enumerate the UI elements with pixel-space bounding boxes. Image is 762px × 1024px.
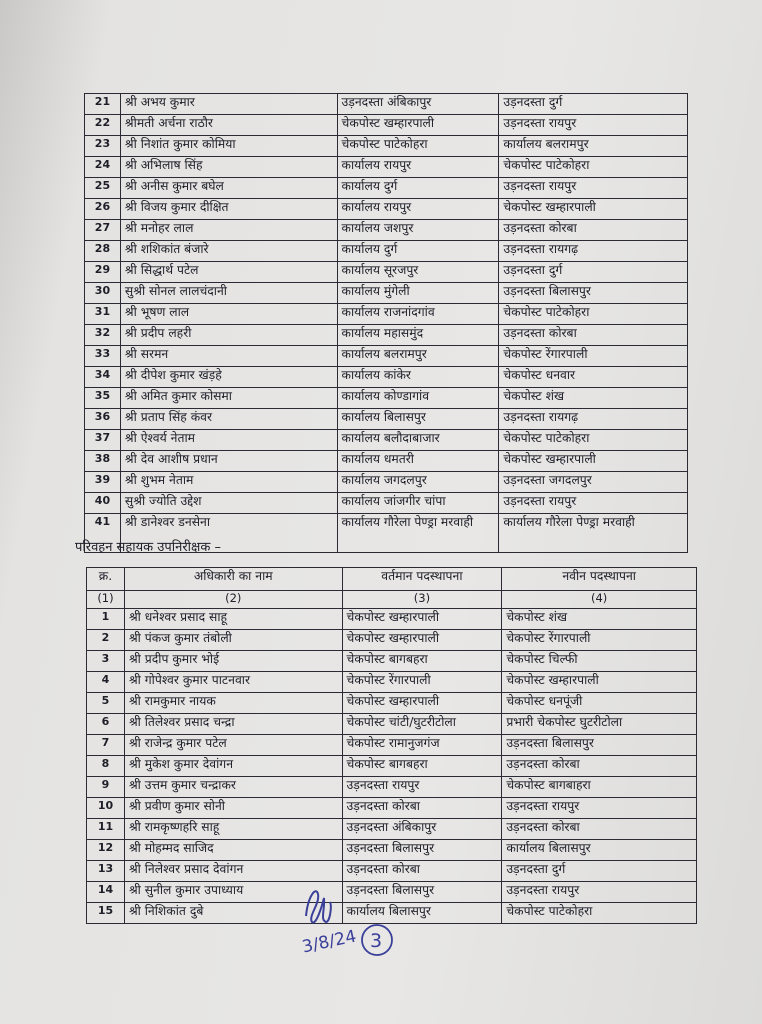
current-posting-cell: चेकपोस्ट बागबहरा xyxy=(342,756,502,777)
new-posting-cell: चेकपोस्ट बागबाहरा xyxy=(502,777,697,798)
new-posting-cell: उड़नदस्ता रायपुर xyxy=(499,493,688,514)
signature-date: 3/8/24 xyxy=(300,926,359,958)
current-posting-cell: चेकपोस्ट पाटेकोहरा xyxy=(337,136,499,157)
new-posting-cell: चेकपोस्ट पाटेकोहरा xyxy=(499,430,688,451)
current-posting-cell: कार्यालय रायपुर xyxy=(337,157,499,178)
serial-cell: 3 xyxy=(87,651,125,672)
table-row xyxy=(85,136,688,157)
officer-name-cell: श्री प्रताप सिंह कंवर xyxy=(120,409,337,430)
serial-cell: 4 xyxy=(87,672,125,693)
table-row xyxy=(85,304,688,325)
table-row xyxy=(85,493,688,514)
serial-cell: 21 xyxy=(85,94,121,115)
table-row xyxy=(85,220,688,241)
new-posting-cell: उड़नदस्ता बिलासपुर xyxy=(502,735,697,756)
signature-stamp xyxy=(294,876,398,962)
table-row xyxy=(85,157,688,178)
officer-name-cell: श्री अभिलाष सिंह xyxy=(120,157,337,178)
transfer-table-2 xyxy=(86,567,697,924)
current-posting-cell: कार्यालय कांकेर xyxy=(337,367,499,388)
current-posting-cell: कार्यालय राजनांदगांव xyxy=(337,304,499,325)
serial-cell: 14 xyxy=(87,882,125,903)
table-row xyxy=(87,819,697,840)
officer-name-cell: श्री मोहम्मद साजिद xyxy=(124,840,342,861)
serial-cell: 39 xyxy=(85,472,121,493)
current-posting-cell: उड़नदस्ता बिलासपुर xyxy=(342,882,502,903)
current-posting-cell: कार्यालय दुर्ग xyxy=(337,178,499,199)
col-index-2: (2) xyxy=(124,591,342,609)
new-posting-cell: उड़नदस्ता कोरबा xyxy=(502,756,697,777)
table-row xyxy=(87,735,697,756)
officer-name-cell: श्री अभय कुमार xyxy=(120,94,337,115)
new-posting-cell: चेकपोस्ट पाटेकोहरा xyxy=(499,157,688,178)
serial-cell: 7 xyxy=(87,735,125,756)
serial-cell: 9 xyxy=(87,777,125,798)
current-posting-cell: कार्यालय रायपुर xyxy=(337,199,499,220)
officer-name-cell: श्री मनोहर लाल xyxy=(120,220,337,241)
new-posting-cell: उड़नदस्ता रायपुर xyxy=(499,178,688,199)
table-row xyxy=(85,115,688,136)
current-posting-cell: कार्यालय सूरजपुर xyxy=(337,262,499,283)
officer-name-cell: श्री विजय कुमार दीक्षित xyxy=(120,199,337,220)
page-number: 3 xyxy=(370,930,383,952)
current-posting-cell: चेकपोस्ट रामानुजगंज xyxy=(342,735,502,756)
new-posting-cell: कार्यालय गौरेला पेण्ड्रा मरवाही xyxy=(499,514,688,553)
current-posting-cell: कार्यालय महासमुंद xyxy=(337,325,499,346)
officer-name-cell: सुश्री सोनल लालचंदानी xyxy=(120,283,337,304)
current-posting-cell: कार्यालय बिलासपुर xyxy=(342,903,502,924)
col-index-3: (3) xyxy=(342,591,502,609)
table-row xyxy=(85,346,688,367)
table-row xyxy=(85,409,688,430)
table-row xyxy=(85,472,688,493)
transfer-table-1 xyxy=(84,93,688,553)
serial-cell: 6 xyxy=(87,714,125,735)
new-posting-cell: उड़नदस्ता बिलासपुर xyxy=(499,283,688,304)
serial-cell: 25 xyxy=(85,178,121,199)
table-row xyxy=(85,451,688,472)
table-2-index-row xyxy=(87,591,697,609)
new-posting-cell: चेकपोस्ट शंख xyxy=(499,388,688,409)
current-posting-cell: चेकपोस्ट बागबहरा xyxy=(342,651,502,672)
current-posting-cell: कार्यालय जगदलपुर xyxy=(337,472,499,493)
header-new-posting: नवीन पदस्थापना xyxy=(502,568,697,591)
current-posting-cell: कार्यालय जांजगीर चांपा xyxy=(337,493,499,514)
serial-cell: 34 xyxy=(85,367,121,388)
officer-name-cell: श्री रामकुमार नायक xyxy=(124,693,342,714)
table-row xyxy=(85,199,688,220)
officer-name-cell: श्री निशिकांत दुबे xyxy=(124,903,342,924)
officer-name-cell: श्री राजेन्द्र कुमार पटेल xyxy=(124,735,342,756)
officer-name-cell: श्री पंकज कुमार तंबोली xyxy=(124,630,342,651)
col-index-4: (4) xyxy=(502,591,697,609)
officer-name-cell: श्री रामकृष्णहरि साहू xyxy=(124,819,342,840)
table-row xyxy=(85,94,688,115)
serial-cell: 13 xyxy=(87,861,125,882)
officer-name-cell: श्री प्रदीप कुमार भोई xyxy=(124,651,342,672)
serial-cell: 23 xyxy=(85,136,121,157)
officer-name-cell: श्री दीपेश कुमार खंड़हे xyxy=(120,367,337,388)
table-row xyxy=(87,609,697,630)
new-posting-cell: उड़नदस्ता रायपुर xyxy=(502,798,697,819)
new-posting-cell: चेकपोस्ट रेंगारपाली xyxy=(502,630,697,651)
current-posting-cell: चेकपोस्ट खम्हारपाली xyxy=(337,115,499,136)
serial-cell: 2 xyxy=(87,630,125,651)
serial-cell: 26 xyxy=(85,199,121,220)
serial-cell: 32 xyxy=(85,325,121,346)
new-posting-cell: प्रभारी चेकपोस्ट घुटरीटोला xyxy=(502,714,697,735)
new-posting-cell: चेकपोस्ट धनपूंजी xyxy=(502,693,697,714)
section-heading: परिवहन सहायक उपनिरीक्षक – xyxy=(75,540,221,555)
officer-name-cell: श्री डानेश्वर डनसेना xyxy=(120,514,337,553)
new-posting-cell: चेकपोस्ट रेंगारपाली xyxy=(499,346,688,367)
table-1-body xyxy=(85,94,688,553)
new-posting-cell: उड़नदस्ता रायगढ़ xyxy=(499,241,688,262)
serial-cell: 41 xyxy=(85,514,121,553)
new-posting-cell: चेकपोस्ट पाटेकोहरा xyxy=(499,304,688,325)
officer-name-cell: श्री देव आशीष प्रधान xyxy=(120,451,337,472)
table-row xyxy=(87,651,697,672)
table-row xyxy=(85,178,688,199)
table-2-header-row xyxy=(87,568,697,591)
officer-name-cell: श्री सुनील कुमार उपाध्याय xyxy=(124,882,342,903)
current-posting-cell: उड़नदस्ता अंबिकापुर xyxy=(342,819,502,840)
table-row xyxy=(87,840,697,861)
current-posting-cell: चेकपोस्ट रेंगारपाली xyxy=(342,672,502,693)
officer-name-cell: श्री निलेश्वर प्रसाद देवांगन xyxy=(124,861,342,882)
serial-cell: 12 xyxy=(87,840,125,861)
new-posting-cell: चेकपोस्ट खम्हारपाली xyxy=(499,199,688,220)
new-posting-cell: उड़नदस्ता कोरबा xyxy=(499,220,688,241)
serial-cell: 1 xyxy=(87,609,125,630)
serial-cell: 30 xyxy=(85,283,121,304)
new-posting-cell: उड़नदस्ता रायगढ़ xyxy=(499,409,688,430)
new-posting-cell: उड़नदस्ता दुर्ग xyxy=(499,262,688,283)
officer-name-cell: श्री धनेश्वर प्रसाद साहू xyxy=(124,609,342,630)
current-posting-cell: उड़नदस्ता कोरबा xyxy=(342,861,502,882)
serial-cell: 5 xyxy=(87,693,125,714)
current-posting-cell: कार्यालय बलरामपुर xyxy=(337,346,499,367)
table-row xyxy=(87,777,697,798)
officer-name-cell: श्री तिलेश्वर प्रसाद चन्द्रा xyxy=(124,714,342,735)
current-posting-cell: कार्यालय बलौदाबाजार xyxy=(337,430,499,451)
new-posting-cell: उड़नदस्ता रायपुर xyxy=(502,882,697,903)
table-row xyxy=(87,693,697,714)
current-posting-cell: कार्यालय दुर्ग xyxy=(337,241,499,262)
officer-name-cell: श्री निशांत कुमार कोमिया xyxy=(120,136,337,157)
officer-name-cell: श्री गोपेश्वर कुमार पाटनवार xyxy=(124,672,342,693)
current-posting-cell: कार्यालय जशपुर xyxy=(337,220,499,241)
officer-name-cell: श्री अमित कुमार कोसमा xyxy=(120,388,337,409)
officer-name-cell: श्री शशिकांत बंजारे xyxy=(120,241,337,262)
serial-cell: 8 xyxy=(87,756,125,777)
serial-cell: 28 xyxy=(85,241,121,262)
new-posting-cell: चेकपोस्ट धनवार xyxy=(499,367,688,388)
current-posting-cell: कार्यालय बिलासपुर xyxy=(337,409,499,430)
current-posting-cell: उड़नदस्ता बिलासपुर xyxy=(342,840,502,861)
new-posting-cell: उड़नदस्ता दुर्ग xyxy=(502,861,697,882)
table-row xyxy=(85,283,688,304)
header-current-posting: वर्तमान पदस्थापना xyxy=(342,568,502,591)
current-posting-cell: कार्यालय धमतरी xyxy=(337,451,499,472)
serial-cell: 29 xyxy=(85,262,121,283)
serial-cell: 24 xyxy=(85,157,121,178)
table-row xyxy=(85,241,688,262)
current-posting-cell: चेकपोस्ट खम्हारपाली xyxy=(342,630,502,651)
table-row xyxy=(87,714,697,735)
table-row xyxy=(87,798,697,819)
serial-cell: 33 xyxy=(85,346,121,367)
new-posting-cell: चेकपोस्ट खम्हारपाली xyxy=(502,672,697,693)
new-posting-cell: उड़नदस्ता दुर्ग xyxy=(499,94,688,115)
current-posting-cell: कार्यालय गौरेला पेण्ड्रा मरवाही xyxy=(337,514,499,553)
officer-name-cell: श्री अनीस कुमार बघेल xyxy=(120,178,337,199)
header-serial: क्र. xyxy=(87,568,125,591)
current-posting-cell: चेकपोस्ट खम्हारपाली xyxy=(342,693,502,714)
officer-name-cell: श्री प्रदीप लहरी xyxy=(120,325,337,346)
serial-cell: 15 xyxy=(87,903,125,924)
serial-cell: 11 xyxy=(87,819,125,840)
current-posting-cell: चेकपोस्ट चांटी/घुटरीटोला xyxy=(342,714,502,735)
current-posting-cell: चेकपोस्ट खम्हारपाली xyxy=(342,609,502,630)
serial-cell: 40 xyxy=(85,493,121,514)
officer-name-cell: श्री सरमन xyxy=(120,346,337,367)
table-row xyxy=(87,756,697,777)
new-posting-cell: चेकपोस्ट शंख xyxy=(502,609,697,630)
officer-name-cell: श्री ऐश्वर्य नेताम xyxy=(120,430,337,451)
new-posting-cell: चेकपोस्ट खम्हारपाली xyxy=(499,451,688,472)
serial-cell: 10 xyxy=(87,798,125,819)
officer-name-cell: श्रीमती अर्चना राठौर xyxy=(120,115,337,136)
serial-cell: 22 xyxy=(85,115,121,136)
current-posting-cell: उड़नदस्ता कोरबा xyxy=(342,798,502,819)
new-posting-cell: उड़नदस्ता कोरबा xyxy=(499,325,688,346)
serial-cell: 36 xyxy=(85,409,121,430)
header-officer-name: अधिकारी का नाम xyxy=(124,568,342,591)
officer-name-cell: श्री उत्तम कुमार चन्द्राकर xyxy=(124,777,342,798)
officer-name-cell: श्री प्रवीण कुमार सोनी xyxy=(124,798,342,819)
current-posting-cell: उड़नदस्ता अंबिकापुर xyxy=(337,94,499,115)
new-posting-cell: उड़नदस्ता जगदलपुर xyxy=(499,472,688,493)
table-row xyxy=(85,430,688,451)
table-row xyxy=(85,388,688,409)
col-index-1: (1) xyxy=(87,591,125,609)
new-posting-cell: कार्यालय बिलासपुर xyxy=(502,840,697,861)
serial-cell: 31 xyxy=(85,304,121,325)
table-row xyxy=(85,367,688,388)
table-row xyxy=(85,325,688,346)
new-posting-cell: उड़नदस्ता कोरबा xyxy=(502,819,697,840)
signature-scrawl xyxy=(306,891,331,922)
serial-cell: 35 xyxy=(85,388,121,409)
current-posting-cell: कार्यालय मुंगेली xyxy=(337,283,499,304)
serial-cell: 27 xyxy=(85,220,121,241)
table-row xyxy=(87,630,697,651)
new-posting-cell: चेकपोस्ट पाटेकोहरा xyxy=(502,903,697,924)
new-posting-cell: चेकपोस्ट चिल्फी xyxy=(502,651,697,672)
officer-name-cell: श्री भूषण लाल xyxy=(120,304,337,325)
officer-name-cell: श्री शुभम नेताम xyxy=(120,472,337,493)
table-row xyxy=(87,672,697,693)
officer-name-cell: सुश्री ज्योति उद्देश xyxy=(120,493,337,514)
new-posting-cell: कार्यालय बलरामपुर xyxy=(499,136,688,157)
serial-cell: 37 xyxy=(85,430,121,451)
officer-name-cell: श्री सिद्धार्थ पटेल xyxy=(120,262,337,283)
serial-cell: 38 xyxy=(85,451,121,472)
officer-name-cell: श्री मुकेश कुमार देवांगन xyxy=(124,756,342,777)
table-row xyxy=(85,262,688,283)
new-posting-cell: उड़नदस्ता रायपुर xyxy=(499,115,688,136)
current-posting-cell: कार्यालय कोण्डागांव xyxy=(337,388,499,409)
current-posting-cell: उड़नदस्ता रायपुर xyxy=(342,777,502,798)
